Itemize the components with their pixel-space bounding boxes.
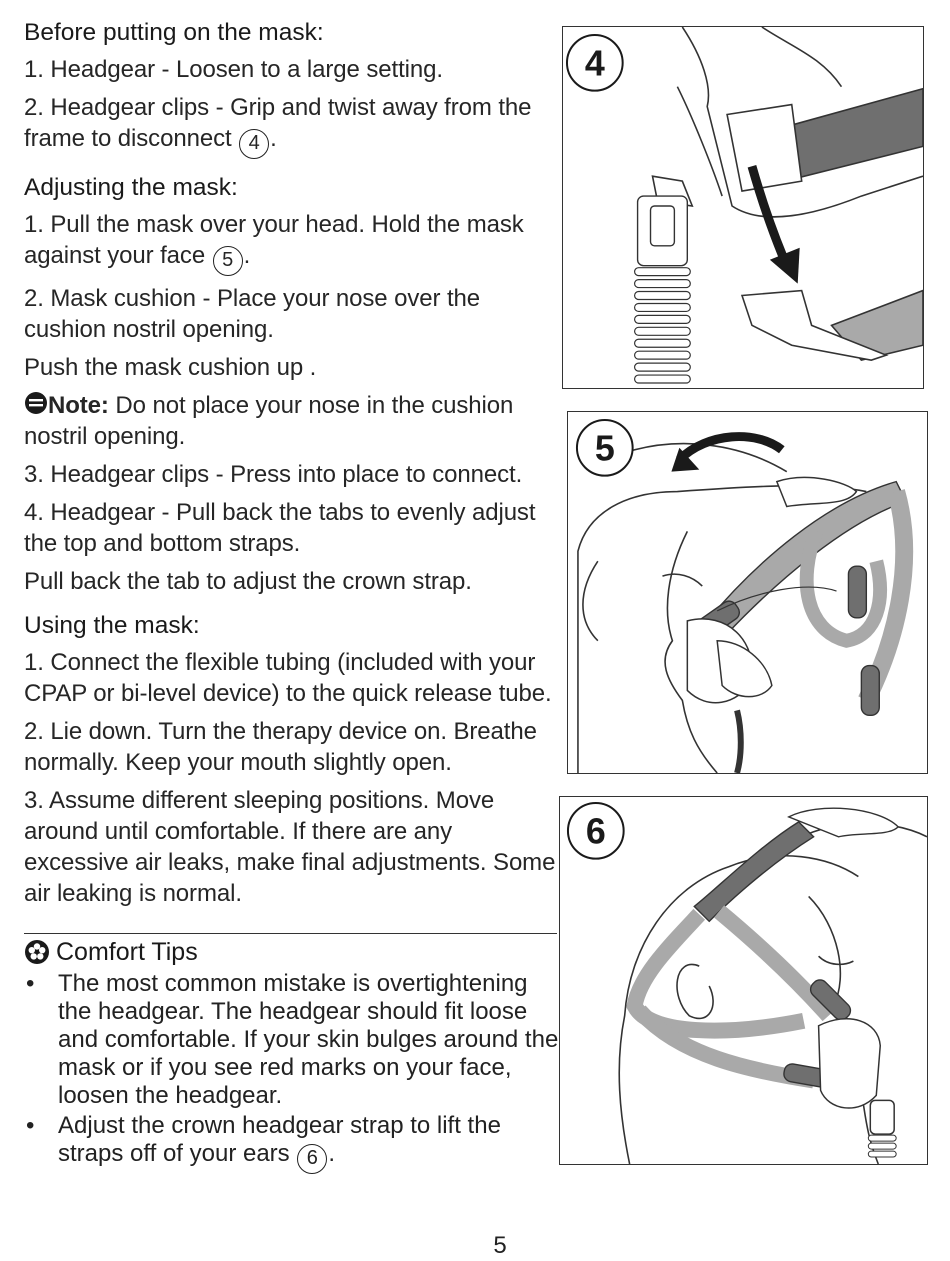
note-icon <box>24 391 48 415</box>
figure-5 <box>567 411 928 774</box>
step-lie-down: 2. Lie down. Turn the therapy device on. Breathe normally. Keep your mouth slightly open. <box>24 718 537 776</box>
comfort-tips <box>24 936 564 1174</box>
figure-5-illustration <box>568 412 927 773</box>
step-headgear-clips-disconnect: 2. Headgear clips - Grip and twist away from the frame to disconnect 4 . <box>24 92 559 159</box>
figure-4-illustration <box>563 27 923 388</box>
figure-6 <box>559 796 928 1165</box>
step-headgear-tabs: 4. Headgear - Pull back the tabs to evenly adjust the top and bottom straps. <box>24 499 536 557</box>
page-number: 5 <box>493 1232 507 1259</box>
step-headgear-loosen: 1. Headgear - Loosen to a large setting. <box>24 56 443 83</box>
tips-divider <box>24 933 557 934</box>
figure-ref-5: 5 <box>213 246 243 276</box>
note-label: Note: <box>48 392 109 419</box>
instructions-column <box>24 18 559 916</box>
step-push-cushion: Push the mask cushion up . <box>24 354 317 381</box>
comfort-tips-list <box>24 970 564 1174</box>
step-headgear-clips-connect: 3. Headgear clips - Press into place to connect. <box>24 461 523 488</box>
step-crown-strap: Pull back the tab to adjust the crown strap. <box>24 568 472 595</box>
note-text: Do not place your nose in the cushion nostril opening. <box>24 392 514 450</box>
section-heading-before: Before putting on the mask: <box>24 19 324 46</box>
section-heading-adjusting: Adjusting the mask: <box>24 174 238 201</box>
step-connect-tubing: 1. Connect the flexible tubing (included with your CPAP or bi-level device) to the quick release tube. <box>24 649 552 707</box>
note <box>24 390 559 452</box>
figure-6-number: 6 <box>585 811 606 852</box>
list-item: • The most common mistake is overtightening the headgear. The headgear should fit loose and comfortable. If your skin bulges around the mask or if you see red marks on your face, loosen the headgear. <box>26 970 559 1109</box>
figure-4 <box>562 26 924 389</box>
figure-ref-4: 4 <box>239 129 269 159</box>
list-item: • Adjust the crown headgear strap to lift the straps off of your ears 6 . <box>24 1112 564 1174</box>
comfort-tips-title: Comfort Tips <box>24 936 564 968</box>
figure-ref-6: 6 <box>297 1144 327 1174</box>
step-mask-cushion: 2. Mask cushion - Place your nose over the cushion nostril opening. <box>24 285 481 343</box>
figure-6-illustration <box>560 797 927 1164</box>
figure-4-number: 4 <box>584 43 605 84</box>
step-pull-mask: 1. Pull the mask over your head. Hold the mask against your face 5 . <box>24 209 559 276</box>
comfort-tips-icon <box>24 939 50 965</box>
figure-5-number: 5 <box>594 428 615 469</box>
step-sleeping-positions: 3. Assume different sleeping positions. Move around until comfortable. If there are any excessive air leaks, make final adjustments. Some air leaking is normal. <box>24 787 556 907</box>
section-heading-using: Using the mask: <box>24 612 200 639</box>
